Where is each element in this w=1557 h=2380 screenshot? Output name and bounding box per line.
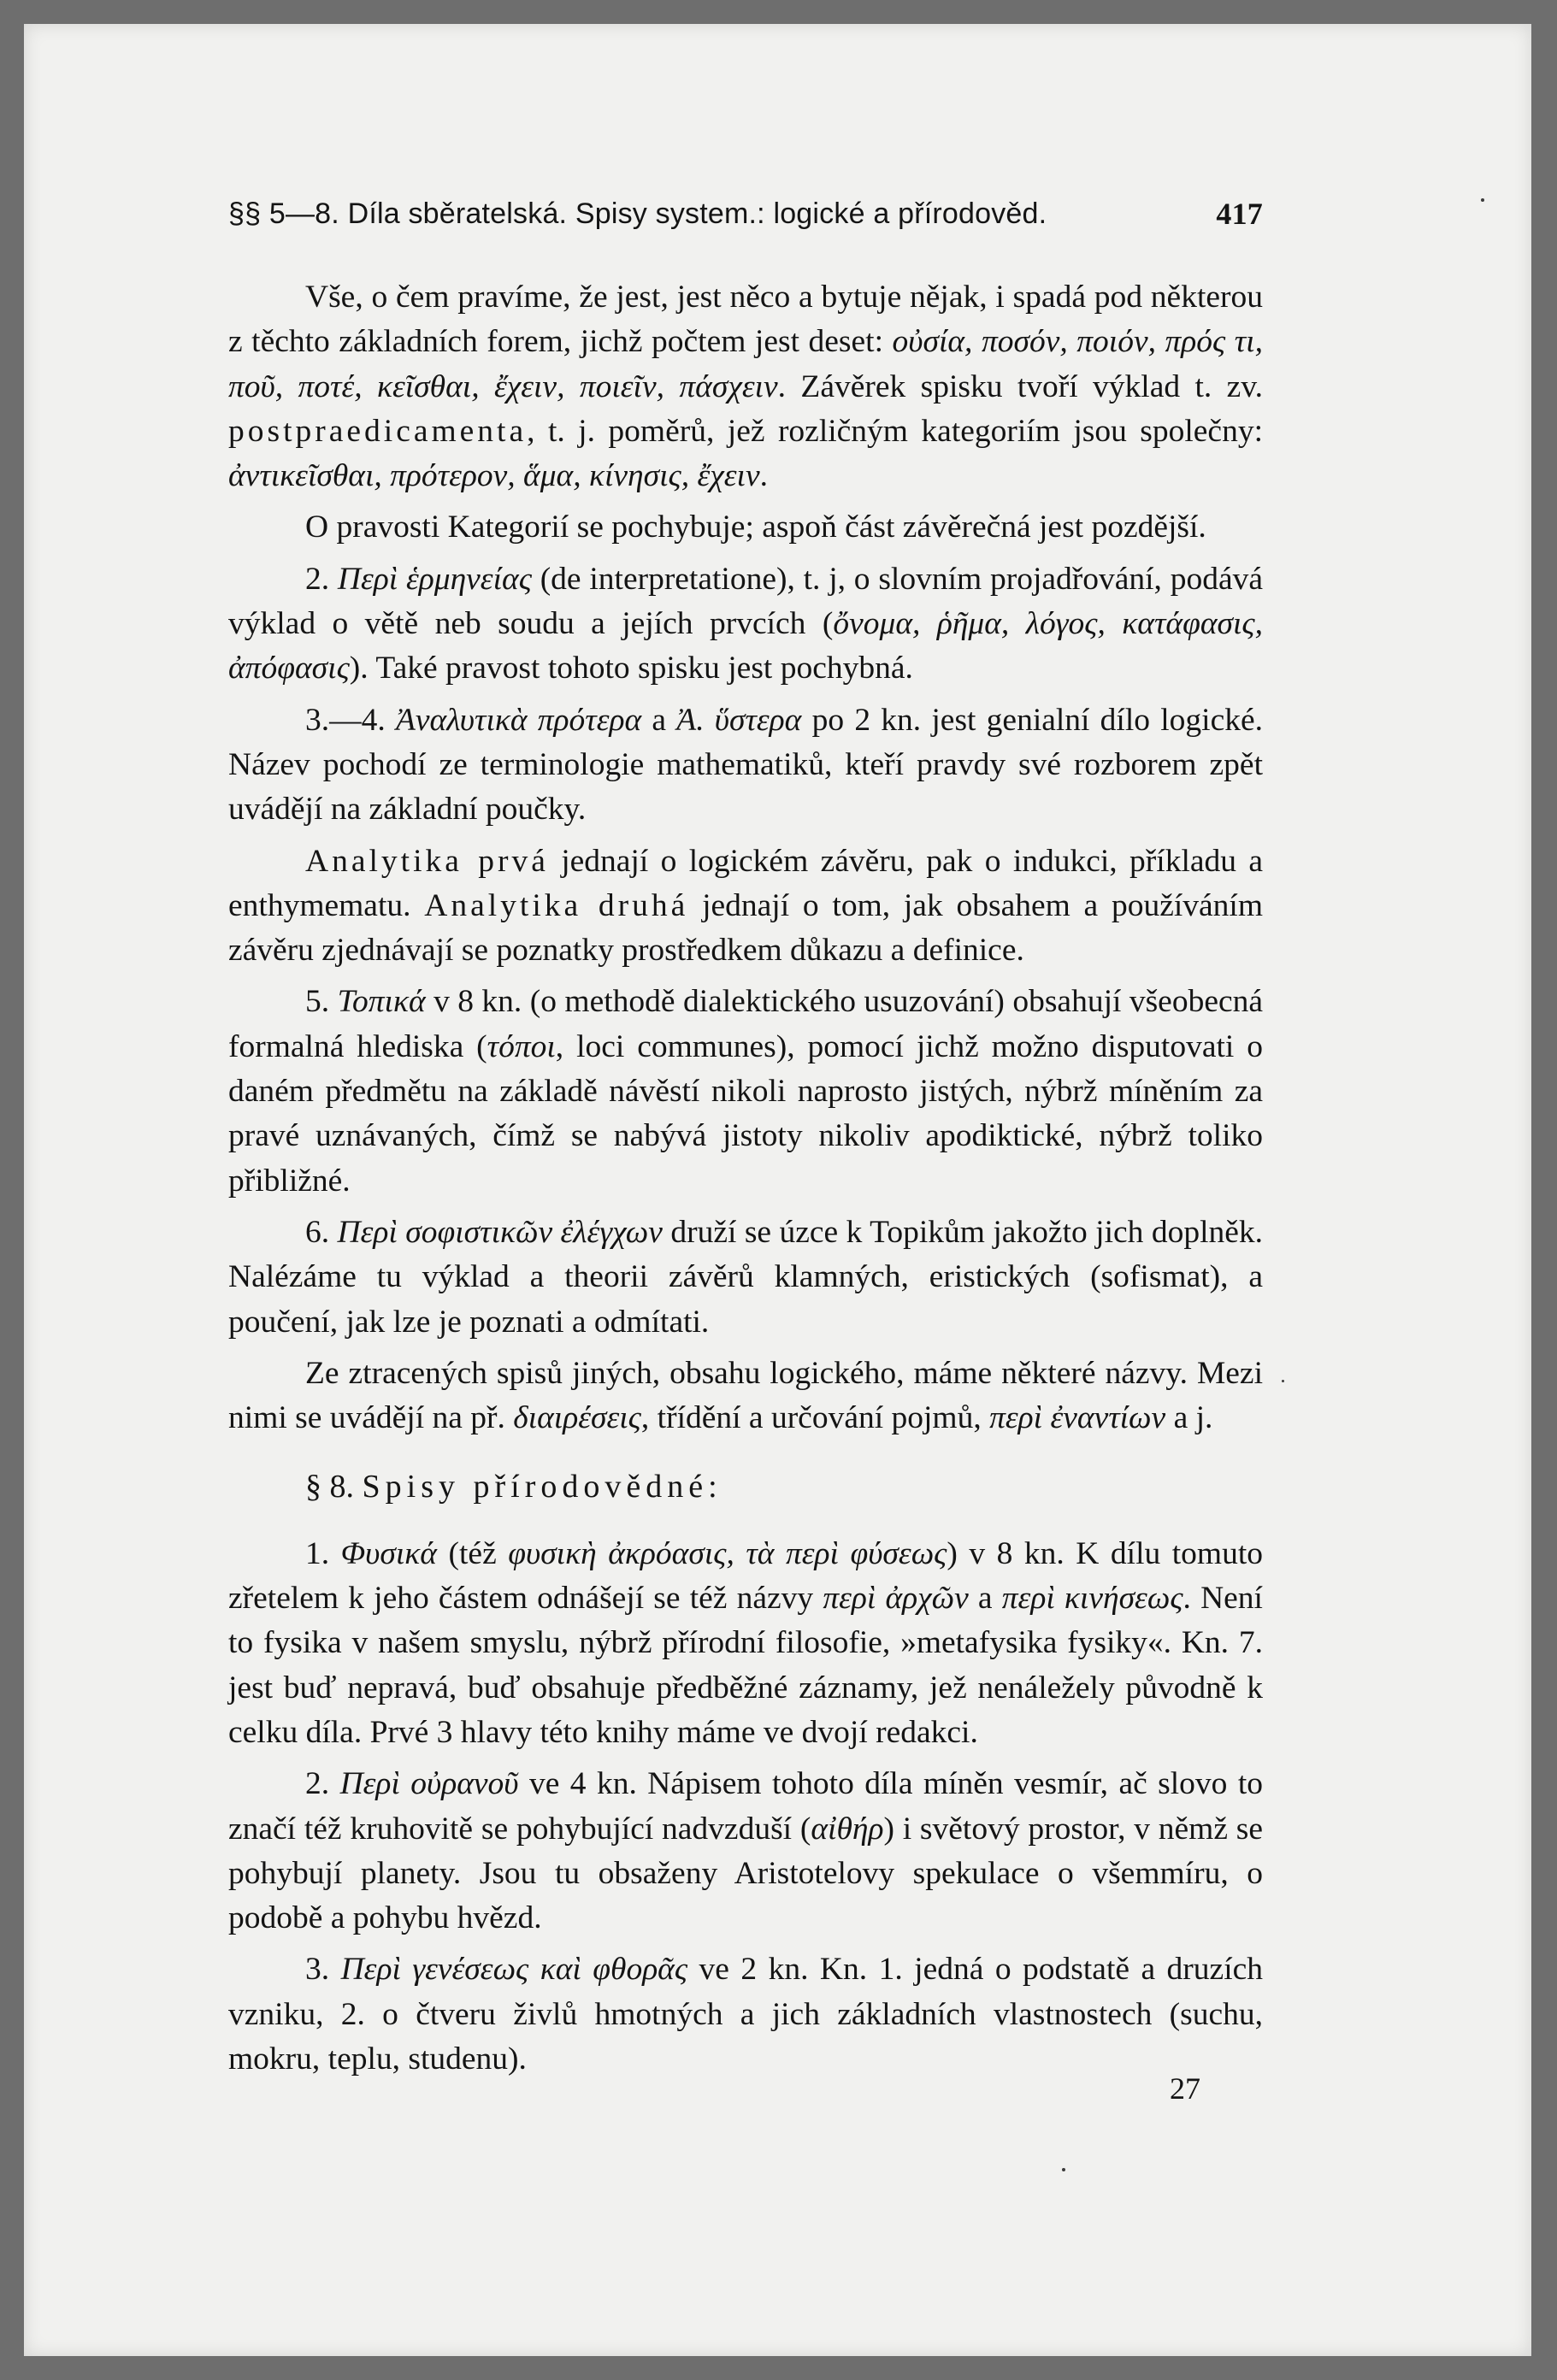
segment: a: [968, 1581, 1002, 1617]
paragraph: [228, 1352, 1263, 1441]
segment: (též: [437, 1535, 509, 1571]
segment: ). Také pravost tohoto spisku jest pochybná.: [349, 651, 913, 686]
greek-term: περὶ κινήσεως: [1001, 1581, 1183, 1617]
greek-term: φυσικὴ ἀκρόασις, τὰ περὶ φύσεως: [508, 1535, 947, 1571]
scan-speck: [1062, 2168, 1065, 2171]
greek-term: Περὶ γενέσεως καὶ φθορᾶς: [340, 1952, 688, 1988]
paragraph: [228, 1211, 1263, 1345]
section-heading: [228, 1464, 1263, 1509]
paragraph: [228, 980, 1263, 1203]
greek-term: τόποι: [487, 1028, 556, 1064]
paragraph: [228, 1532, 1263, 1755]
greek-term: Φυσικά: [340, 1535, 437, 1571]
segment: § 8.: [305, 1469, 363, 1505]
greek-term: περὶ ἐναντίων: [989, 1400, 1166, 1436]
page-number: 417: [1216, 197, 1263, 231]
segment: . Závěrek spisku tvoří výklad t. zv.: [777, 368, 1264, 404]
greek-term: Τοπικά: [337, 984, 426, 1020]
segment: ve 4 kn. Nápisem tohoto díla míněn vesmír, ač slovo to značí též kruhovitě se pohybující nadvzduší (: [228, 1766, 1264, 1847]
segment: 2.: [305, 561, 338, 597]
segment: Vše, o čem pravíme, že jest, jest něco a bytuje nějak, i spadá pod některou z těchto základních forem, jichž počtem jest deset:: [228, 280, 1263, 360]
greek-term: ὄνομα, ῥῆμα, λόγος, κατάφασις, ἀπόφασις: [228, 606, 1264, 686]
greek-term: Περὶ σοφιστικῶν ἐλέγχων: [337, 1214, 663, 1250]
signature-mark: 27: [1170, 2071, 1200, 2106]
segment: druží se úzce k Topikům jakožto jich doplněk. Nalézáme tu výklad a theorii závěrů klamných, eristických (sofismat), a poučení, jak lze je poznati a odmítati.: [228, 1214, 1264, 1340]
greek-term: αἰθήρ: [811, 1811, 884, 1847]
running-title: §§ 5—8. Díla sběratelská. Spisy system.: logické a přírodověd.: [228, 197, 1047, 230]
segment: ve 2 kn. Kn. 1. jedná o podstatě a druzích vzniku, 2. o čtveru živlů hmotných a jich základních vlastnostech (suchu, mokru, teplu, studenu).: [228, 1952, 1264, 2077]
segment: a: [641, 702, 677, 738]
paragraph: [228, 1947, 1263, 2082]
segment: v 8 kn. (o methodě dialektického usuzování) obsahují všeobecná formalná hlediska (: [228, 984, 1264, 1064]
segment: , loci communes), pomocí jichž možno disputovati o daném předmětu na základě návěstí nikoli naprosto jistých, nýbrž míněním za pravé uznávaných, čímž se nabývá jistoty nikoliv apodiktické, nýbrž toliko přibližné.: [228, 1028, 1263, 1199]
greek-term: Ἀναλυτικὰ πρότερα: [395, 702, 642, 738]
text-block: [228, 191, 1263, 2088]
segment: 5.: [305, 984, 338, 1020]
segment: ) i světový prostor, v němž se pohybují planety. Jsou tu obsaženy Aristotelovy spekulace o všemmíru, o podobě a pohybu hvězd.: [228, 1811, 1263, 1936]
greek-term: περὶ ἀρχῶν: [823, 1581, 969, 1617]
paragraph: [228, 275, 1263, 498]
paragraph: [228, 1762, 1263, 1941]
segment: 2.: [305, 1766, 340, 1802]
scan-speck: [1282, 1380, 1284, 1382]
segment: po 2 kn. jest genialní dílo logické. Název pochodí ze terminologie mathematiků, kteří pravdy své rozborem zpět uvádějí na základní poučky.: [228, 702, 1263, 828]
segment: a j.: [1165, 1400, 1213, 1436]
segment: (de interpretatione), t. j, o slovním projadřování, podává výklad o větě neb soudu a jejích prvcích (: [228, 561, 1263, 642]
spaced-term: Analytika druhá: [424, 887, 689, 923]
segment: Ze ztracených spisů jiných, obsahu logického, máme některé názvy. Mezi nimi se uvádějí na př.: [228, 1355, 1263, 1436]
body-text: [228, 275, 1263, 2082]
spaced-term: Analytika prvá: [305, 843, 549, 879]
segment: 3.: [305, 1952, 341, 1988]
segment: .: [759, 458, 768, 494]
spaced-term: postpraedicamenta: [228, 413, 528, 449]
segment: , třídění a určování pojmů,: [640, 1400, 990, 1436]
segment: 3.—4.: [305, 702, 396, 738]
greek-term: διαιρέσεις: [513, 1400, 641, 1436]
paragraph: [228, 698, 1263, 833]
segment: 6.: [305, 1214, 338, 1250]
paragraph: [228, 839, 1263, 974]
segment: . Není to fysika v našem smyslu, nýbrž přírodní filosofie, »metafysika fysiky«. Kn. 7. jest buď nepravá, buď obsahuje předběžné záznamy, jež nenáležely původně k celku díla. Prvé 3 hlavy této knihy máme ve dvojí redakci.: [228, 1581, 1263, 1750]
greek-term: Περὶ οὐρανοῦ: [339, 1766, 519, 1802]
segment: ) v 8 kn. K dílu tomuto zřetelem k jeho částem odnášejí se též názvy: [228, 1535, 1264, 1617]
paragraph: [228, 505, 1263, 550]
segment: O pravosti Kategorií se pochybuje; aspoň část závěrečná jest pozdější.: [305, 510, 1206, 545]
greek-term: ἀντικεῖσθαι, πρότερον, ἅμα, κίνησις, ἔχειν: [228, 458, 760, 494]
segment: jednají o tom, jak obsahem a používáním závěru zjednávají se poznatky prostředkem důkazu a definice.: [228, 887, 1264, 969]
greek-term: οὐσία, ποσόν, ποιόν, πρός τι, ποῦ, ποτέ, κεῖσθαι, ἔχειν, ποιεῖν, πάσχειν: [228, 324, 1263, 404]
segment: , t. j. poměrů, jež rozličným kategoriím jsou společny:: [527, 413, 1263, 449]
spaced-term: Spisy přírodovědné:: [362, 1469, 722, 1505]
segment: 1.: [305, 1535, 341, 1571]
greek-term: Ἀ. ὕστερα: [676, 702, 802, 738]
greek-term: Περὶ ἑρμηνείας: [337, 561, 532, 597]
scan-speck: [1481, 198, 1484, 202]
segment: jednají o logickém závěru, pak o indukci, příkladu a enthymematu.: [228, 843, 1263, 923]
paragraph: [228, 557, 1263, 692]
running-head: [228, 191, 1263, 236]
